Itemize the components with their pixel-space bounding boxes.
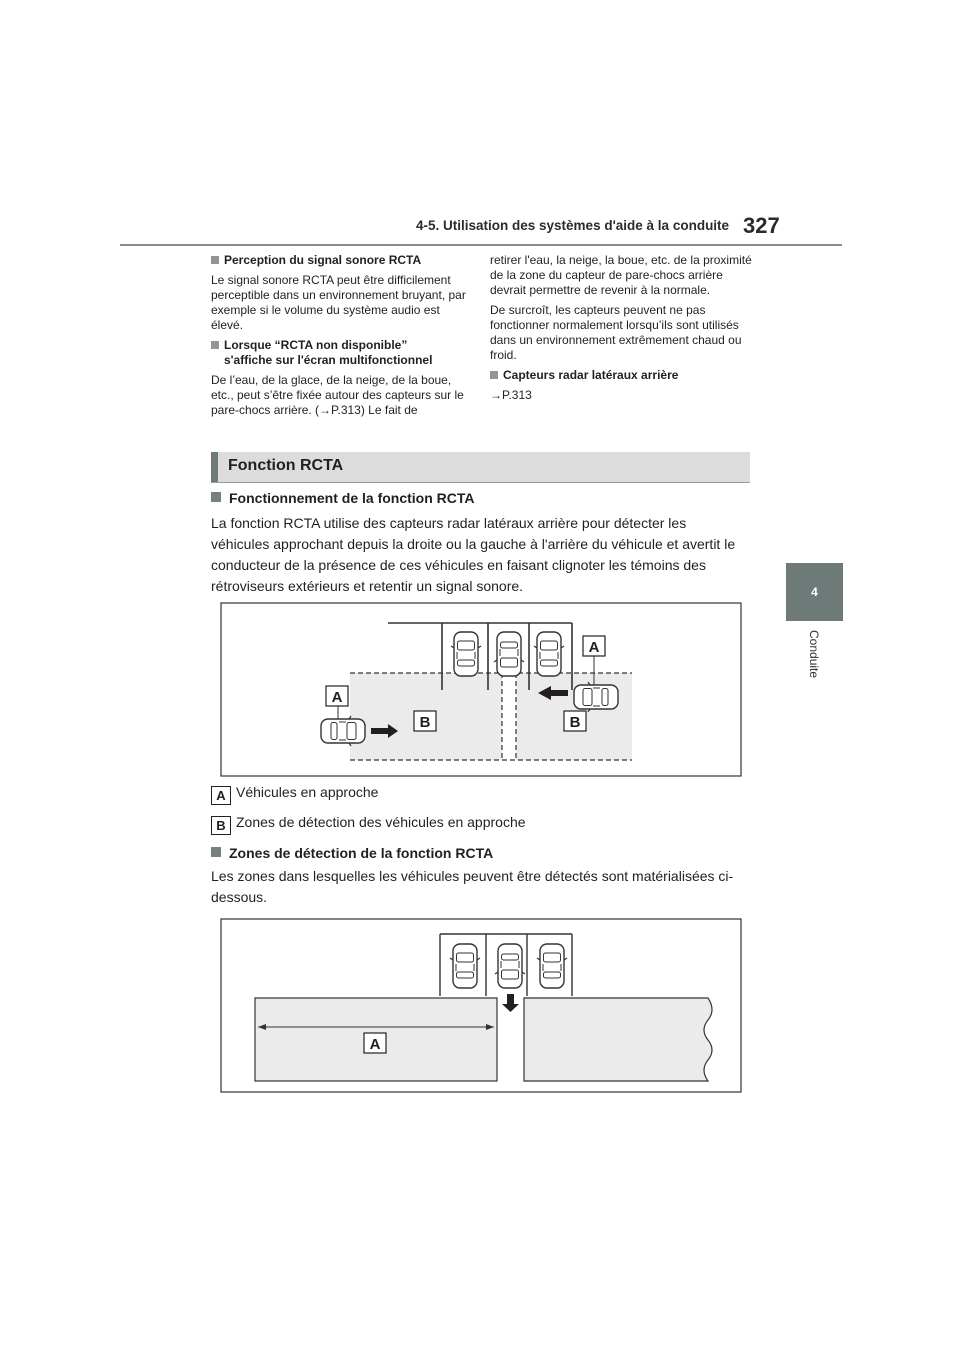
- paragraph: Le signal sonore RCTA peut être difficilement perceptible dans un environnement bruyant, par exemple si le volume du système audio est élevé.: [211, 273, 466, 332]
- approaching-car-right: [574, 682, 618, 712]
- banner-title: Fonction RCTA: [228, 457, 344, 474]
- detection-zone-right: [524, 998, 712, 1081]
- subheading: Capteurs radar latéraux arrière: [490, 368, 752, 383]
- label-a: A: [369, 1036, 381, 1053]
- subheading: Lorsque “RCTA non disponible”: [211, 338, 469, 353]
- parked-car: [534, 632, 564, 676]
- approaching-car-left: [321, 716, 365, 746]
- parked-car: [451, 632, 481, 676]
- paragraph: De surcroît, les capteurs peuvent ne pas fonctionner normalement lorsqu’ils sont utilisés dans un environnement extrêmement chaud ou froid.: [490, 303, 742, 362]
- paragraph: retirer l'eau, la neige, la boue, etc. de la proximité de la zone du capteur de pare-chocs arrière devrait permettre de revenir à la normale.: [490, 253, 752, 297]
- label-a: A: [331, 689, 343, 706]
- page-number: 327: [743, 213, 780, 238]
- rcta-zones-figure: [221, 919, 741, 1092]
- subheading-line2: s'affiche sur l'écran multifonctionnel: [224, 353, 433, 367]
- square-bullet-icon: [211, 847, 221, 857]
- label-b: B: [419, 714, 431, 731]
- own-car: [495, 944, 525, 988]
- legend-key: B: [211, 816, 231, 835]
- label-a: A: [588, 639, 600, 656]
- paragraph: De l’eau, de la glace, de la neige, de la boue, etc., peut s’être fixée autour des capteurs sur le pare-chocs arrière. (→P.313) Le fait de: [211, 373, 464, 417]
- parked-car: [537, 944, 567, 988]
- subheading: Perception du signal sonore RCTA: [211, 253, 469, 268]
- parked-car: [450, 944, 480, 988]
- label-b: B: [569, 714, 581, 731]
- section-heading: Fonctionnement de la fonction RCTA: [211, 490, 475, 506]
- chapter-number: 4: [811, 585, 818, 599]
- own-car: [494, 632, 524, 676]
- chapter-label: Conduite: [807, 630, 821, 679]
- section-body: Les zones dans lesquelles les véhicules peuvent être détectés sont matérialisées ci-dessous.: [211, 868, 734, 905]
- section-body: La fonction RCTA utilise des capteurs radar latéraux arrière pour détecter les véhicules approchant depuis la droite ou la gauche à l'arrière du véhicule et avertit le conducteur de la présence de ces véhicules en faisant clignoter les témoins des rétroviseurs extérieurs et retentir un signal sonore.: [211, 515, 736, 594]
- section-heading: Zones de détection de la fonction RCTA: [211, 845, 493, 861]
- legend-item: A Véhicules en approche: [211, 784, 378, 805]
- page-reference-link[interactable]: →P.313: [490, 388, 532, 402]
- section-title: 4-5. Utilisation des systèmes d'aide à la conduite: [416, 218, 730, 233]
- legend-item: B Zones de détection des véhicules en approche: [211, 814, 526, 835]
- legend-key: A: [211, 786, 231, 805]
